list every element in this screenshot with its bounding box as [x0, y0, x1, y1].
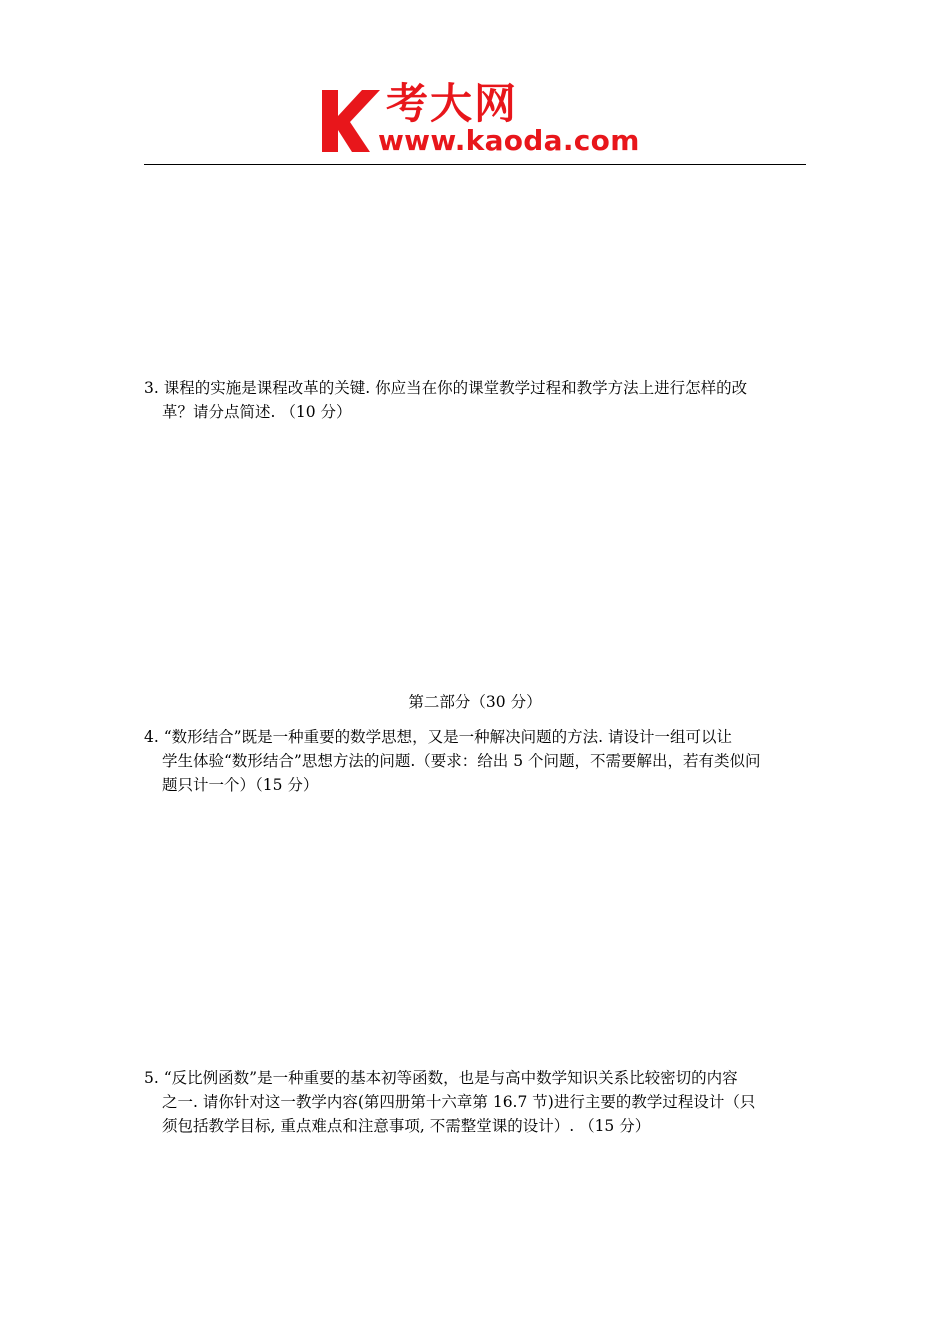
question-4-line-2: 学生体验“数形结合”思想方法的问题.（要求：给出 5 个问题，不需要解出，若有类似问	[162, 752, 761, 770]
question-4-line-1: 4. “数形结合”既是一种重要的数学思想，又是一种解决问题的方法. 请设计一组可以让	[144, 728, 732, 746]
logo-brand-name: 考大网	[386, 79, 519, 128]
question-3-line-2: 革？请分点简述. （10 分）	[162, 403, 352, 421]
question-3-number: 3.	[144, 379, 159, 397]
question-5-line-2: 之一. 请你针对这一教学内容(第四册第十六章第 16.7 节)进行主要的教学过程设计（只	[162, 1093, 756, 1111]
question-4-line-3: 题只计一个）（15 分）	[162, 776, 319, 794]
question-3	[144, 376, 808, 424]
question-5-line-3: 须包括教学目标, 重点难点和注意事项, 不需整堂课的设计）. （15 分）	[162, 1117, 651, 1135]
question-5	[144, 1066, 808, 1138]
kaoda-logo	[318, 80, 648, 160]
header-divider	[144, 164, 806, 165]
question-5-number: 5.	[144, 1069, 159, 1087]
question-4	[144, 725, 808, 797]
question-4-number: 4.	[144, 728, 159, 746]
question-5-line-1: 5. “反比例函数”是一种重要的基本初等函数，也是与高中数学知识关系比较密切的内容	[144, 1069, 738, 1087]
logo-url: www.kaoda.com	[378, 124, 640, 157]
question-3-line-1: 3. 课程的实施是课程改革的关键. 你应当在你的课堂教学过程和教学方法上进行怎样的改	[144, 379, 748, 397]
part-two-title: 第二部分（30 分）	[408, 693, 542, 711]
